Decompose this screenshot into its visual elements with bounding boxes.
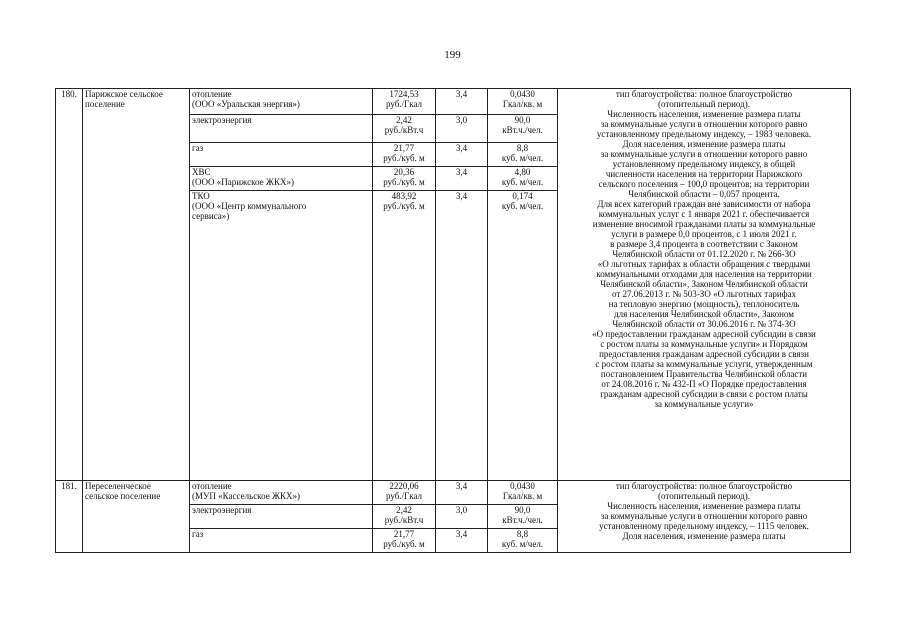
note-text-line: от 27.06.2013 г. № 503-ЗО «О льготных тарифах xyxy=(611,289,796,299)
increase-percent: 3,4 xyxy=(436,89,488,115)
note-text-line: Численность населения, изменение размера платы xyxy=(607,501,801,511)
note-text-line: Доля населения, изменение размера платы xyxy=(622,531,786,541)
note-text-line: с ростом платы за коммунальные услуги» и Порядком xyxy=(600,339,808,349)
note-text-line: услуги в размере 0,0 процентов, с 1 июля 2021 г. xyxy=(611,229,797,239)
tariff-value-line: 21,77 xyxy=(393,529,415,539)
note-text-line: за коммунальные услуги в отношении которого равно xyxy=(600,511,808,521)
note-text-line: установленному предельному индексу, в общей xyxy=(612,159,796,169)
tariff-value-line: 1724,53 xyxy=(389,89,419,99)
consumption-norm-line: 90,0 xyxy=(514,505,531,515)
note-text-line: в размере 3,4 процента в соответствии с Законом xyxy=(610,239,798,249)
service-name-line: отопление xyxy=(192,481,232,491)
page-number: 199 xyxy=(444,49,461,61)
increase-percent: 3,4 xyxy=(436,529,488,553)
service-name xyxy=(190,89,373,115)
service-name-line: ТКО xyxy=(192,191,210,201)
service-name-line: газ xyxy=(192,143,204,153)
row-number: 180. xyxy=(56,89,83,481)
increase-percent: 3,4 xyxy=(436,191,488,481)
note-text-line: Челябинской области – 0,057 процента. xyxy=(628,189,780,199)
service-name-line: газ xyxy=(192,529,204,539)
consumption-norm-line: 8,8 xyxy=(516,143,529,153)
note-text-line: изменение вносимой гражданами платы за коммунальные xyxy=(592,219,816,229)
tariff-value-line: руб./кВт.ч xyxy=(384,125,424,135)
note-text-line: установленному предельному индексу, – 1115 человек. xyxy=(599,521,809,531)
tariff-table xyxy=(55,88,851,553)
consumption-norm-line: Гкал/кв. м xyxy=(502,99,543,109)
consumption-norm-line: куб. м/чел. xyxy=(501,177,544,187)
service-name-line: сервиса») xyxy=(192,211,230,221)
note-text-line: численности населения на территории Парижского xyxy=(605,169,803,179)
increase-percent: 3,0 xyxy=(436,115,488,143)
tariff-value-line: руб./Гкал xyxy=(385,99,423,109)
service-name xyxy=(190,481,373,505)
note-text-line: Численность населения, изменение размера платы xyxy=(607,109,801,119)
service-name-line: (ООО «Парижское ЖКХ») xyxy=(192,177,294,187)
service-name xyxy=(190,529,373,553)
consumption-norm-line: куб. м/чел. xyxy=(501,539,544,549)
consumption-norm-line: 0,174 xyxy=(512,191,533,201)
tariff-value xyxy=(373,143,436,167)
consumption-norm xyxy=(488,143,558,167)
note-text-line: установленному предельному индексу, – 1983 человека. xyxy=(596,129,812,139)
tariff-value-line: руб./куб. м xyxy=(383,153,425,163)
tariff-value-line: руб./кВт.ч xyxy=(384,515,424,525)
consumption-norm-line: 4,80 xyxy=(514,167,531,177)
note-text-line: предоставления гражданам адресной субсидии в связи xyxy=(599,349,809,359)
tariff-value-line: 20,36 xyxy=(393,167,415,177)
settlement-name xyxy=(83,481,190,553)
tariff-value-line: руб./куб. м xyxy=(383,177,425,187)
service-name xyxy=(190,505,373,529)
consumption-norm-line: 90,0 xyxy=(514,115,531,125)
tariff-value-line: 21,77 xyxy=(393,143,415,153)
service-name-line: отопление xyxy=(192,89,232,99)
service-name-line: (ООО «Центр коммунального xyxy=(192,201,307,211)
settlement-name-line: Парижское сельское xyxy=(85,89,163,99)
consumption-norm-line: 0,0430 xyxy=(510,481,535,491)
note-text-line: коммунальными отходами для населения на территории xyxy=(596,269,812,279)
note-text-line: «О предоставлении гражданам адресной субсидии в связи xyxy=(592,329,816,339)
settlement-name-line: Переселенческое xyxy=(85,481,151,491)
note-text-line: (отопительный период). xyxy=(658,99,750,109)
tariff-value xyxy=(373,505,436,529)
tariff-value xyxy=(373,481,436,505)
note-text-line: Челябинской области», Законом Челябинской области xyxy=(600,279,808,289)
increase-percent: 3,4 xyxy=(436,143,488,167)
consumption-norm xyxy=(488,191,558,481)
consumption-norm-line: куб. м/чел. xyxy=(501,201,544,211)
note-text-line: коммунальных услуг с 1 января 2021 г. обеспечивается xyxy=(598,209,810,219)
note-text-line: тип благоустройства: полное благоустройство xyxy=(615,481,793,491)
tariff-value-line: 483,92 xyxy=(391,191,417,201)
consumption-norm-line: 0,0430 xyxy=(510,89,535,99)
note-text-line: для населения Челябинской области», Законом xyxy=(614,309,794,319)
note-text-line: постановлением Правительства Челябинской области xyxy=(600,369,808,379)
note-text-line: Челябинской области от 01.12.2020 г. № 266-ЗО xyxy=(612,249,796,259)
note-text-line: за коммунальные услуги» xyxy=(654,399,754,409)
consumption-norm xyxy=(488,167,558,191)
note-text-line: «О льготных тарифах в области обращения с твердыми xyxy=(597,259,811,269)
consumption-norm xyxy=(488,89,558,115)
consumption-norm-line: куб. м/чел. xyxy=(501,153,544,163)
service-name-line: ХВС xyxy=(192,167,211,177)
note-text-line: Доля населения, изменение размера платы xyxy=(622,139,786,149)
consumption-norm-line: Гкал/кв. м xyxy=(502,491,543,501)
note-text-line: сельского поселения – 100,0 процентов; на территории xyxy=(598,179,810,189)
service-name xyxy=(190,191,373,481)
settlement-name-line: поселение xyxy=(85,99,125,109)
consumption-norm xyxy=(488,505,558,529)
tariff-value-line: руб./куб. м xyxy=(383,201,425,211)
service-name-line: (МУП «Кассельское ЖКХ») xyxy=(192,491,301,501)
note-text-line: (отопительный период). xyxy=(658,491,750,501)
note-text-line: от 24.08.2016 г. № 432-П «О Порядке предоставления xyxy=(601,379,807,389)
note-text-line: гражданам адресной субсидии в связи с ростом платы xyxy=(600,389,808,399)
tariff-value-line: 2220,06 xyxy=(389,481,419,491)
consumption-norm-line: кВт.ч./чел. xyxy=(502,125,543,135)
tariff-value-line: руб./куб. м xyxy=(383,539,425,549)
increase-percent: 3,4 xyxy=(436,167,488,191)
note-text-line: Для всех категорий граждан вне зависимости от набора xyxy=(597,199,811,209)
service-name xyxy=(190,115,373,143)
note-text-line: на тепловую энергию (мощность), теплоноситель xyxy=(608,299,800,309)
consumption-norm-line: кВт.ч./чел. xyxy=(502,515,543,525)
note-text xyxy=(558,481,851,553)
service-name xyxy=(190,167,373,191)
note-text-line: с ростом платы за коммунальные услуги, утвержденным xyxy=(595,359,813,369)
note-text-line: тип благоустройства: полное благоустройство xyxy=(615,89,793,99)
tariff-value-line: 2,42 xyxy=(396,115,412,125)
increase-percent: 3,4 xyxy=(436,481,488,505)
tariff-value-line: руб./Гкал xyxy=(385,491,423,501)
table-row xyxy=(56,89,851,115)
tariff-value-line: 2,42 xyxy=(396,505,412,515)
tariff-value xyxy=(373,89,436,115)
row-number: 181. xyxy=(56,481,83,553)
service-name-line: электроэнергия xyxy=(192,505,252,515)
note-text-line: за коммунальные услуги в отношении которого равно xyxy=(600,149,808,159)
consumption-norm-line: 8,8 xyxy=(516,529,529,539)
note-text-line: Челябинской области от 30.06.2016 г. № 374-ЗО xyxy=(612,319,796,329)
tariff-value xyxy=(373,529,436,553)
tariff-value xyxy=(373,191,436,481)
note-text-line: за коммунальные услуги в отношении которого равно xyxy=(600,119,808,129)
consumption-norm xyxy=(488,481,558,505)
table-row xyxy=(56,481,851,505)
consumption-norm xyxy=(488,529,558,553)
settlement-name-line: сельское поселение xyxy=(85,491,161,501)
service-name-line: (ООО «Уральская энергия») xyxy=(192,99,300,109)
consumption-norm xyxy=(488,115,558,143)
tariff-value xyxy=(373,115,436,143)
increase-percent: 3,0 xyxy=(436,505,488,529)
note-text xyxy=(558,89,851,481)
tariff-value xyxy=(373,167,436,191)
service-name-line: электроэнергия xyxy=(192,115,252,125)
settlement-name xyxy=(83,89,190,481)
service-name xyxy=(190,143,373,167)
